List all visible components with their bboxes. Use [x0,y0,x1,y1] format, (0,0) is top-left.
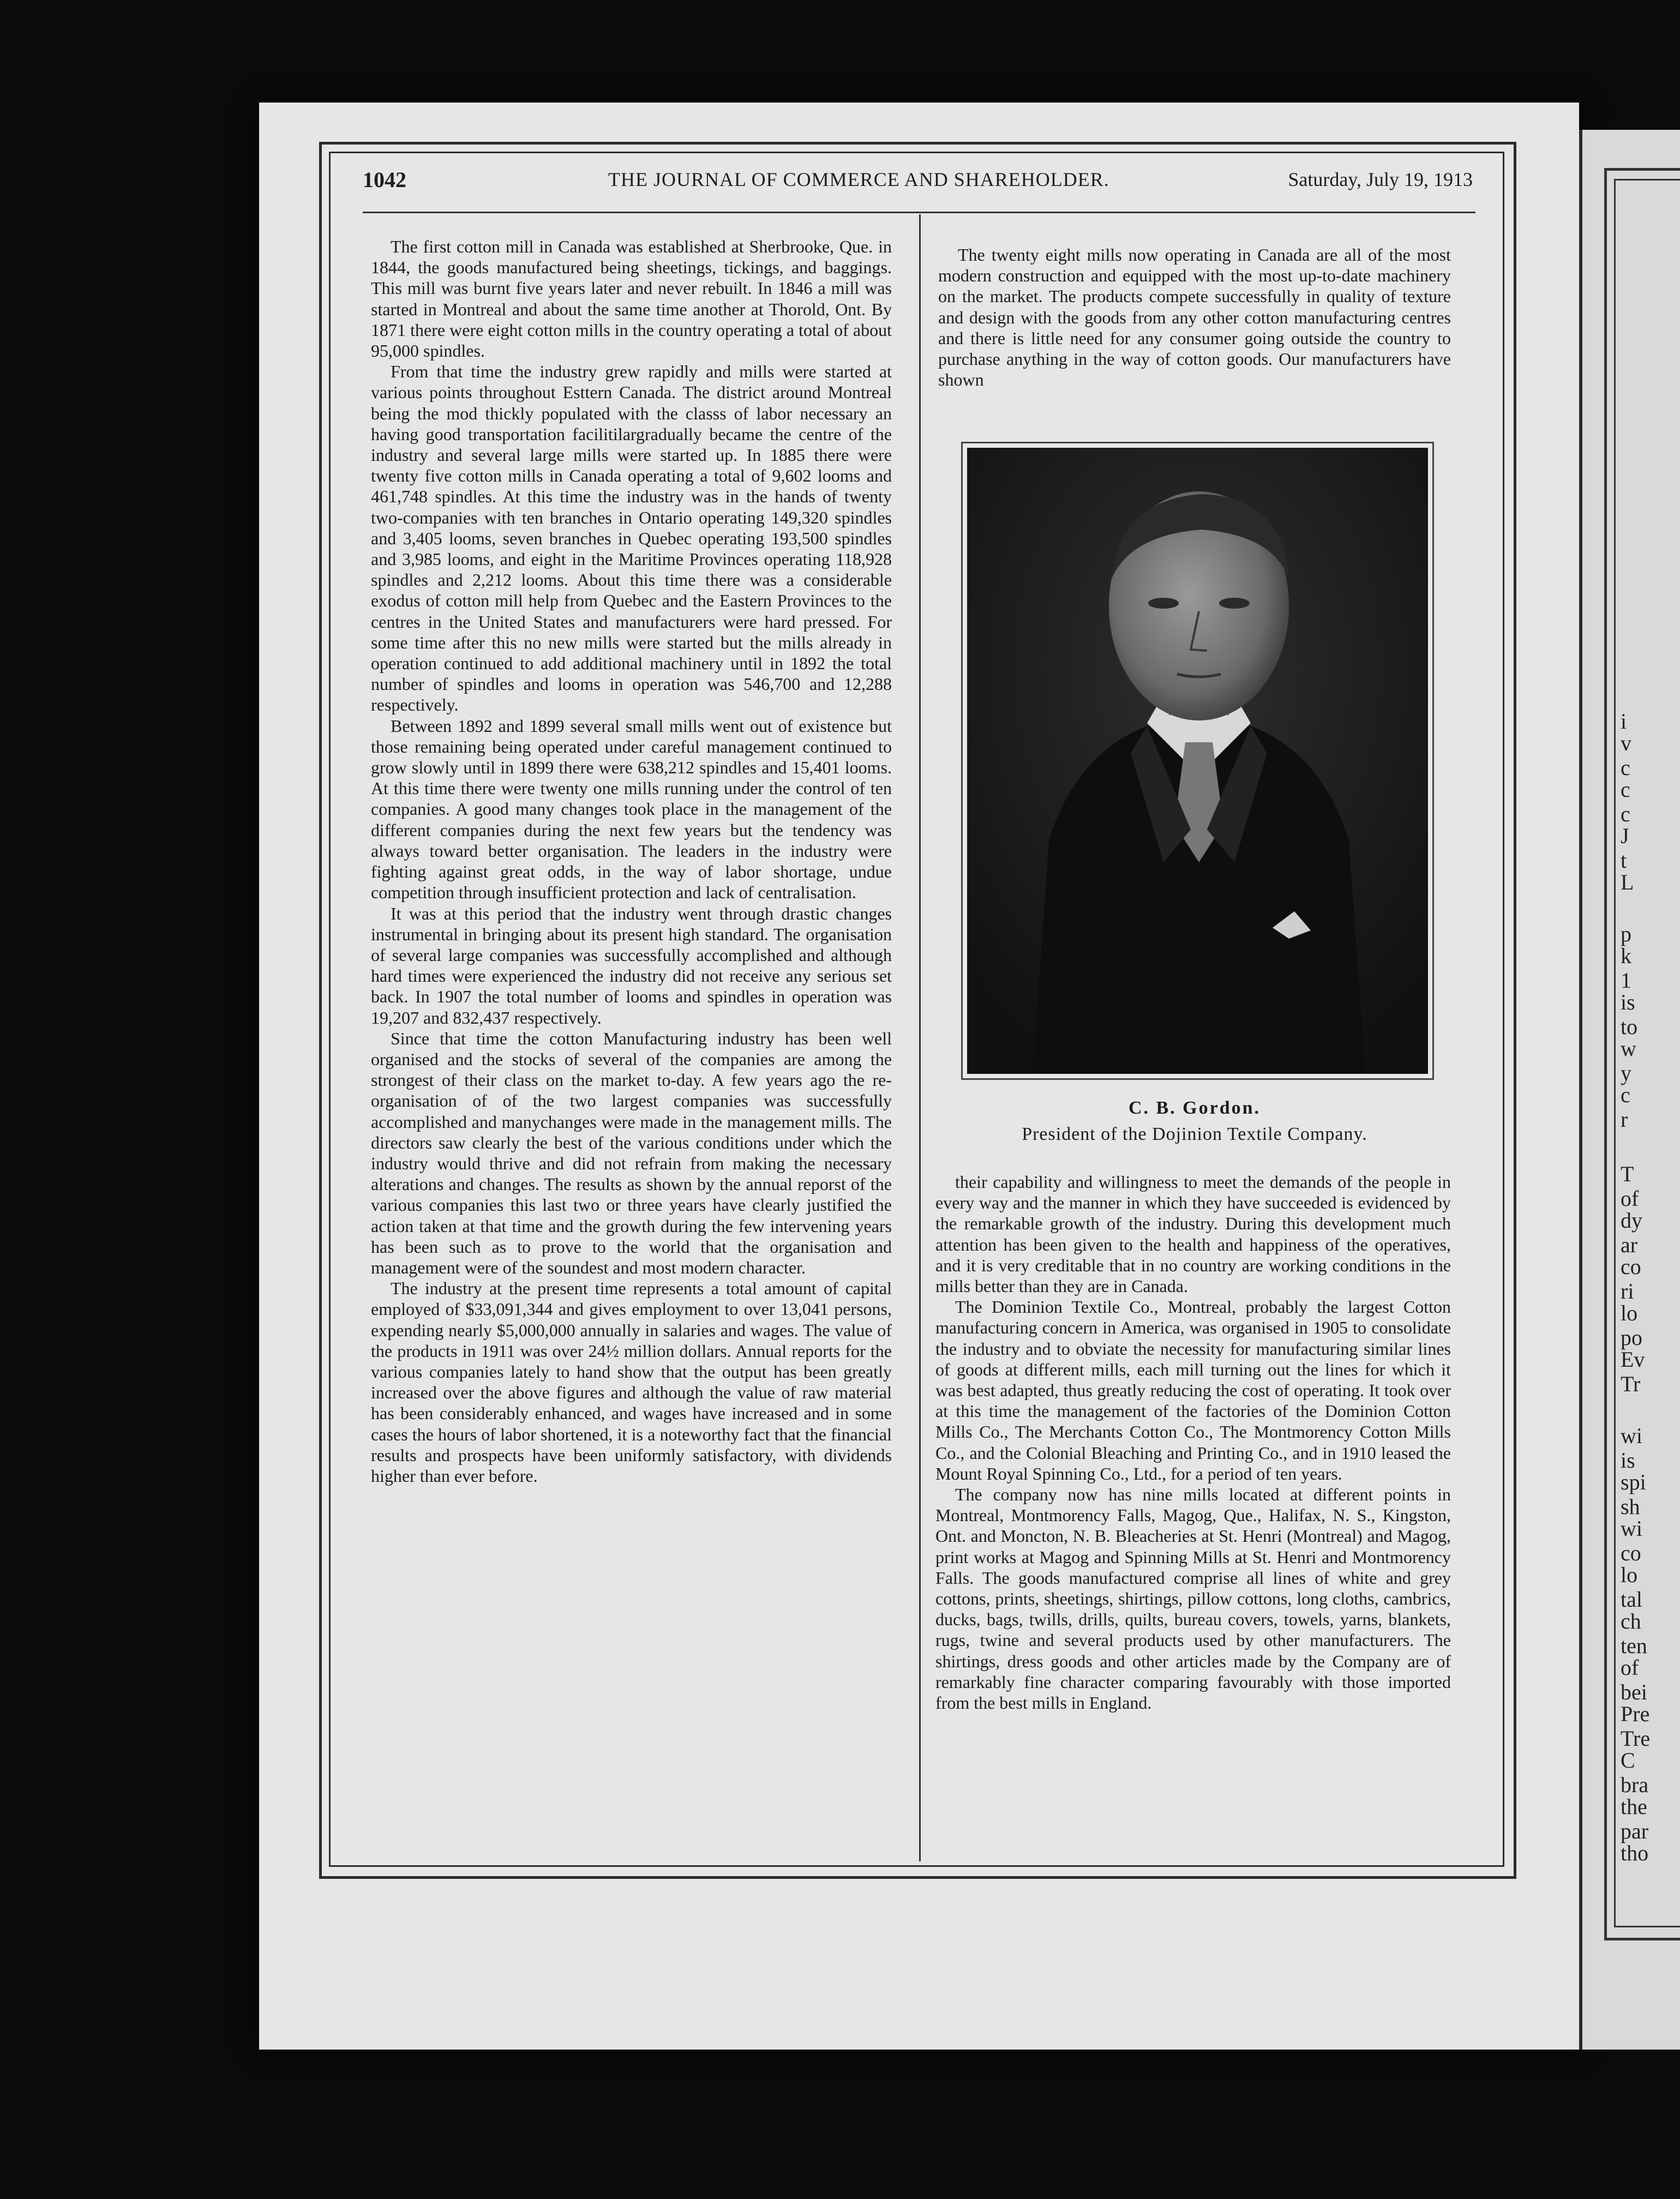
page-header [363,167,1473,200]
adjacent-page-fragment: 1 [1621,968,1631,993]
journal-page [259,103,1579,2050]
adjacent-page-fragment: of [1621,1186,1639,1211]
caption-title: President of the Dojinion Textile Company. [1022,1124,1367,1144]
paragraph: It was at this period that the industry went through drastic changes instrumental in bringing about its present high standard. The organisation of several large companies was successfully accomplished and although hard times were experienced the industry did not receive any serious set back. In 1907 the total number of looms and spindles in operation was 19,207 and 832,437 respectively. [371,903,892,1028]
paragraph: The industry at the present time represents a total amount of capital employed of $33,091,344 and gives employment to over 13,041 persons, expending nearly $5,000,000 annually in salaries and wages. The value of the products in 1911 was over 24½ million dollars. Annual reports for the various companies lately to hand show that the output has been greatly increased over the above figures and although the value of raw material has been considerably enhanced, and wages have increased and in some cases the hours of labor shortened, it is a noteworthy fact that the financial results and prospects have been uniformly satisfactory, with dividends higher than ever before. [371,1278,892,1486]
adjacent-page-fragment: sh [1621,1494,1640,1519]
adjacent-page-fragment: wi [1621,1516,1642,1541]
right-column-bottom [935,1171,1451,1870]
adjacent-page-fragment: co [1621,1541,1641,1565]
adjacent-page-fragment: to [1621,1014,1638,1039]
adjacent-page-fragment: tal [1621,1587,1642,1612]
paragraph: The company now has nine mills located at different points in Montreal, Montmorency Falls, Magog, Que., Halifax, N. S., Kingston, Ont. and Moncton, N. B. Bleacheries at St. Henri (Montreal) and Magog, print works at Magog and Spinning Mills at St. Henri and Montmorency Falls. The goods manufactured comprise all lines of white and grey cottons, prints, sheetings, shirtings, pillow cottons, long cloths, cambrics, ducks, bags, twills, drills, quilts, bureau covers, towels, yarns, blankets, rugs, twine and several products used by other manufacturers. The shirtings, dress goods and other articles made by the Company are of remarkably fine character comparing favourably with those imported from the best mills in England. [935,1485,1451,1713]
paragraph: The first cotton mill in Canada was established at Sherbrooke, Que. in 1844, the goods manufactured being sheetings, tickings, and baggings. This mill was burnt five years later and never rebuilt. In 1846 a mill was started in Montreal and about the same time another at Thorold, Ont. By 1871 there were eight cotton mills in the country operating a total of about 95,000 spindles. [371,237,892,361]
adjacent-page-fragment: lo [1621,1563,1638,1587]
page-number: 1042 [363,167,406,192]
adjacent-page-fragment: tho [1621,1841,1649,1865]
adjacent-page-fragment: c [1621,802,1630,826]
adjacent-page-fragment: C [1621,1748,1635,1773]
adjacent-page-fragment: is [1621,1448,1635,1473]
adjacent-page-fragment: lo [1621,1301,1638,1325]
adjacent-page-fragment: c [1621,755,1630,780]
left-column [371,236,892,1867]
adjacent-page-fragment: Tre [1621,1726,1651,1751]
adjacent-page-fragment: of [1621,1655,1639,1680]
adjacent-page-fragment: Ev [1621,1347,1645,1372]
portrait-photo [963,443,1432,1078]
paragraph: Since that time the cotton Manufacturing industry has been well organised and the stocks of several of the companies are among the strongest of their class on the market to-day. A few years ago the re-organisation of of the two largest companies was successfully accomplished and manychanges were made in the management mills. The directors saw clearly the best of the various conditions under which the industry would thrive and did not refrain from making the necessary alterations and changes. The results as shown by the annual reporst of the various companies this last two or three years have clearly justified the action taken at that time and the growth during the few intervening years has been such as to prove to the world that the organisation and management were of the soundest and most modern character. [371,1028,892,1277]
adjacent-page-fragment: ri [1621,1279,1634,1303]
adjacent-page-edge [1579,130,1680,2050]
adjacent-page-fragment: r [1621,1107,1628,1132]
adjacent-page-fragment: dy [1621,1208,1642,1233]
adjacent-page-fragment: y [1621,1061,1631,1085]
adjacent-page-fragment: spi [1621,1470,1646,1494]
adjacent-page-fragment: ar [1621,1233,1638,1257]
header-rule [363,212,1475,213]
issue-date: Saturday, July 19, 1913 [1288,169,1473,190]
paragraph: Between 1892 and 1899 several small mills went out of existence but those remaining being operated under careful management continued to grow slowly until in 1899 there were 638,212 spindles and 15,401 looms. At this time there were twenty one mills running under the control of ten companies. A good many changes took place in the management of the different companies during the next few years but the tendency was always toward better organisation. The leaders in the industry were fighting against great odds, in the way of labor shortage, undue competition through insufficient protection and lack of centralisation. [371,716,892,903]
adjacent-page-fragment: bra [1621,1773,1649,1797]
adjacent-page-fragment: Tr [1621,1372,1641,1396]
adjacent-page-fragment: p [1621,922,1631,946]
adjacent-page-fragment: c [1621,777,1630,802]
adjacent-page-fragment: po [1621,1325,1642,1350]
adjacent-page-fragment: par [1621,1819,1649,1843]
right-column-top [938,244,1451,452]
paragraph: The Dominion Textile Co., Montreal, probably the largest Cotton manufacturing concern in America, was organised in 1905 to consolidate the industry and to obviate the necessity for manufacturing similar lines of goods at different mills, each mill turning out the lines for which it was best adapted, thus greatly reducing the cost of operating. It took over at this time the management of the factories of the Dominion Cotton Mills Co., The Merchants Cotton Co., The Montmorency Cotton Mills Co., and the Colonial Bleaching and Printing Co., and in 1910 leased the Mount Royal Spinning Co., Ltd., for a period of ten years. [935,1297,1451,1483]
adjacent-page-fragment: T [1621,1162,1634,1186]
adjacent-page-fragment: ten [1621,1633,1647,1658]
adjacent-page-fragment: t [1621,848,1627,873]
adjacent-page-fragment: wi [1621,1423,1642,1448]
portrait-image [967,448,1428,1074]
paragraph: The twenty eight mills now operating in Canada are all of the most modern construction and equipped with the most up-to-date machinery on the market. The products compete successfully in quality of texture and design with the goods from any other cotton manufacturing centres and there is little need for any consumer going outside the country to purchase anything in the way of cotton goods. Our manufacturers have shown [938,245,1451,390]
adjacent-page-fragment: bei [1621,1680,1647,1704]
adjacent-page-fragment: co [1621,1254,1641,1279]
journal-title: THE JOURNAL OF COMMERCE AND SHAREHOLDER. [608,169,1109,190]
adjacent-page-fragment: i [1621,709,1627,734]
adjacent-page-fragment: v [1621,731,1631,755]
adjacent-page-fragment: is [1621,990,1635,1014]
adjacent-page-fragment: k [1621,944,1631,968]
adjacent-page-fragment: J [1621,824,1629,848]
adjacent-page-fragment: L [1621,870,1634,894]
caption-name: C. B. Gordon. [1128,1098,1261,1118]
adjacent-page-fragment: Pre [1621,1702,1650,1726]
adjacent-page-fragment: w [1621,1036,1636,1061]
paragraph: their capability and willingness to meet the demands of the people in every way and the manner in which they have succeeded is evidenced by the remarkable growth of the industry. During this development much attention has been given to the health and happiness of the operatives, and it is very creditable that in no country are working conditions in the mills better than they are in Canada. [935,1172,1451,1296]
column-divider [919,214,921,1861]
adjacent-page-fragment: ch [1621,1609,1641,1633]
paragraph: From that time the industry grew rapidly and mills were started at various points throughout Esttern Canada. The district around Montreal being the mod thickly populated with the classs of labor necessary an having good transportation facilitilargradually became the centre of the industry and several large mills were started up. In 1885 there were twenty five cotton mills in Canada operating a total of 9,602 looms and 461,748 spindles. At this time the industry was in the hands of twenty two-companies with ten branches in Ontario operating 149,320 spindles and 3,405 looms, seven branches in Quebec operating 193,500 spindles and 3,985 looms, and eight in the Maritime Provinces operating 118,928 spindles and 2,212 looms. About this time there was a considerable exodus of cotton mill help from Quebec and the Eastern Provinces to the centres in the United States and manufacturers were hard pressed. For some time after this no new mills were started but the mills already in operation continued to add additional machinery until in 1892 the total number of spindles and looms in operation was 546,700 and 12,288 respectively. [371,362,892,715]
adjacent-page-fragment: the [1621,1794,1647,1819]
photo-caption [938,1098,1451,1145]
adjacent-page-fragment: c [1621,1083,1630,1107]
